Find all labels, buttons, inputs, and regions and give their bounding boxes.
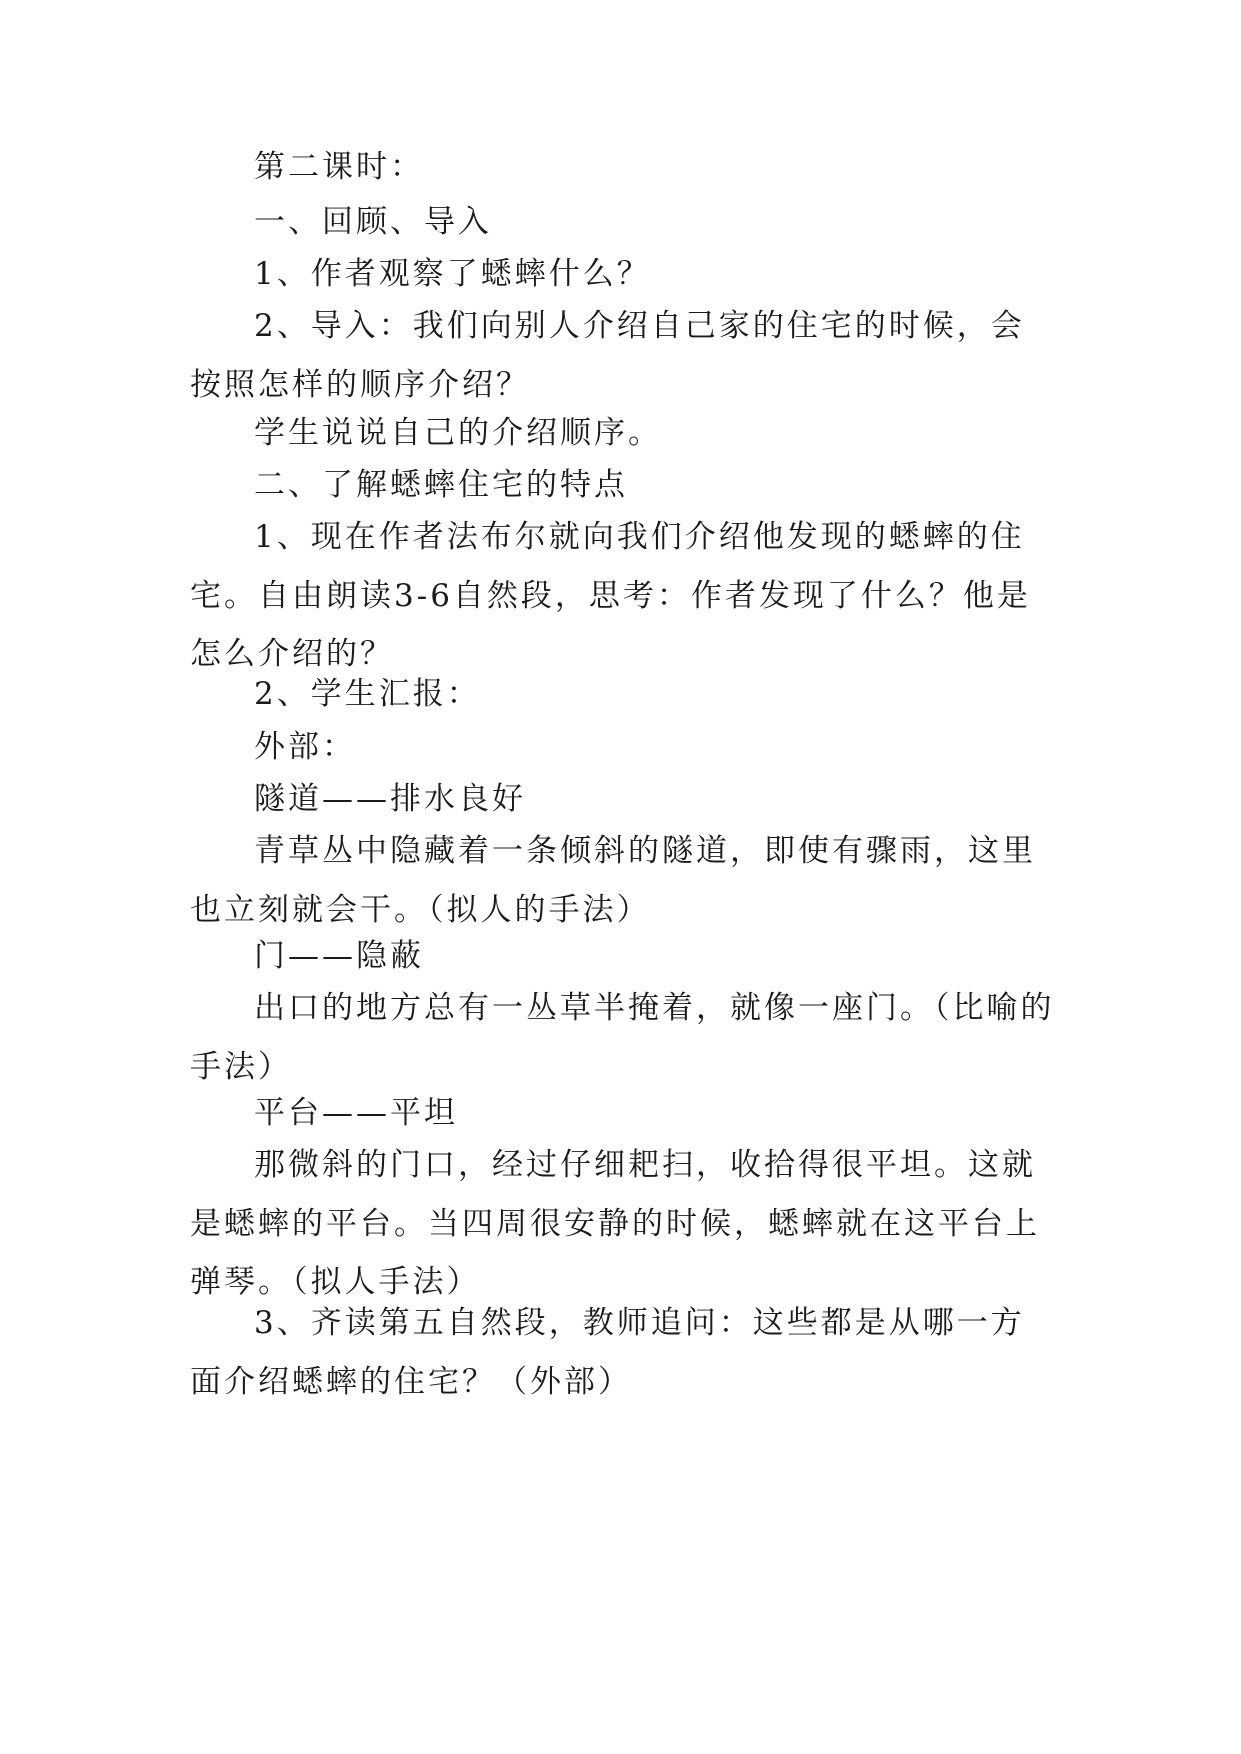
paragraph: 3、齐读第五自然段，教师追问：这些都是从哪一方面介绍蟋蟀的住宅？（外部） (190, 1305, 1025, 1400)
paragraph: 那微斜的门口，经过仔细耙扫，收拾得很平坦。这就是蟋蟀的平台。当四周很安静的时候，蟋蟀就在这平台上弹琴。（拟人手法） (190, 1147, 1040, 1300)
paragraph: 1、作者观察了蟋蟀什么？ (254, 256, 651, 292)
lesson-title: 第二课时： (254, 149, 424, 185)
paragraph: 平台——平坦 (254, 1095, 458, 1131)
section-heading: 一、回顾、导入 (254, 204, 492, 240)
paragraph: 门——隐蔽 (254, 938, 424, 974)
paragraph: 青草丛中隐藏着一条倾斜的隧道，即使有骤雨，这里也立刻就会干。（拟人的手法） (190, 833, 1036, 928)
paragraph: 2、学生汇报： (254, 676, 481, 712)
paragraph: 2、导入：我们向别人介绍自己家的住宅的时候，会按照怎样的顺序介绍？ (190, 308, 1025, 403)
paragraph: 1、现在作者法布尔就向我们介绍他发现的蟋蟀的住宅。自由朗读3-6自然段，思考：作者发现了什么？他是怎么介绍的？ (190, 519, 1031, 672)
document-page (190, 0, 1055, 1754)
paragraph: 外部： (254, 729, 356, 765)
paragraph: 隧道——排水良好 (254, 781, 526, 817)
paragraph: 出口的地方总有一丛草半掩着，就像一座门。（比喻的手法） (190, 990, 1055, 1085)
section-heading: 二、了解蟋蟀住宅的特点 (254, 467, 628, 503)
paragraph: 学生说说自己的介绍顺序。 (254, 415, 662, 451)
